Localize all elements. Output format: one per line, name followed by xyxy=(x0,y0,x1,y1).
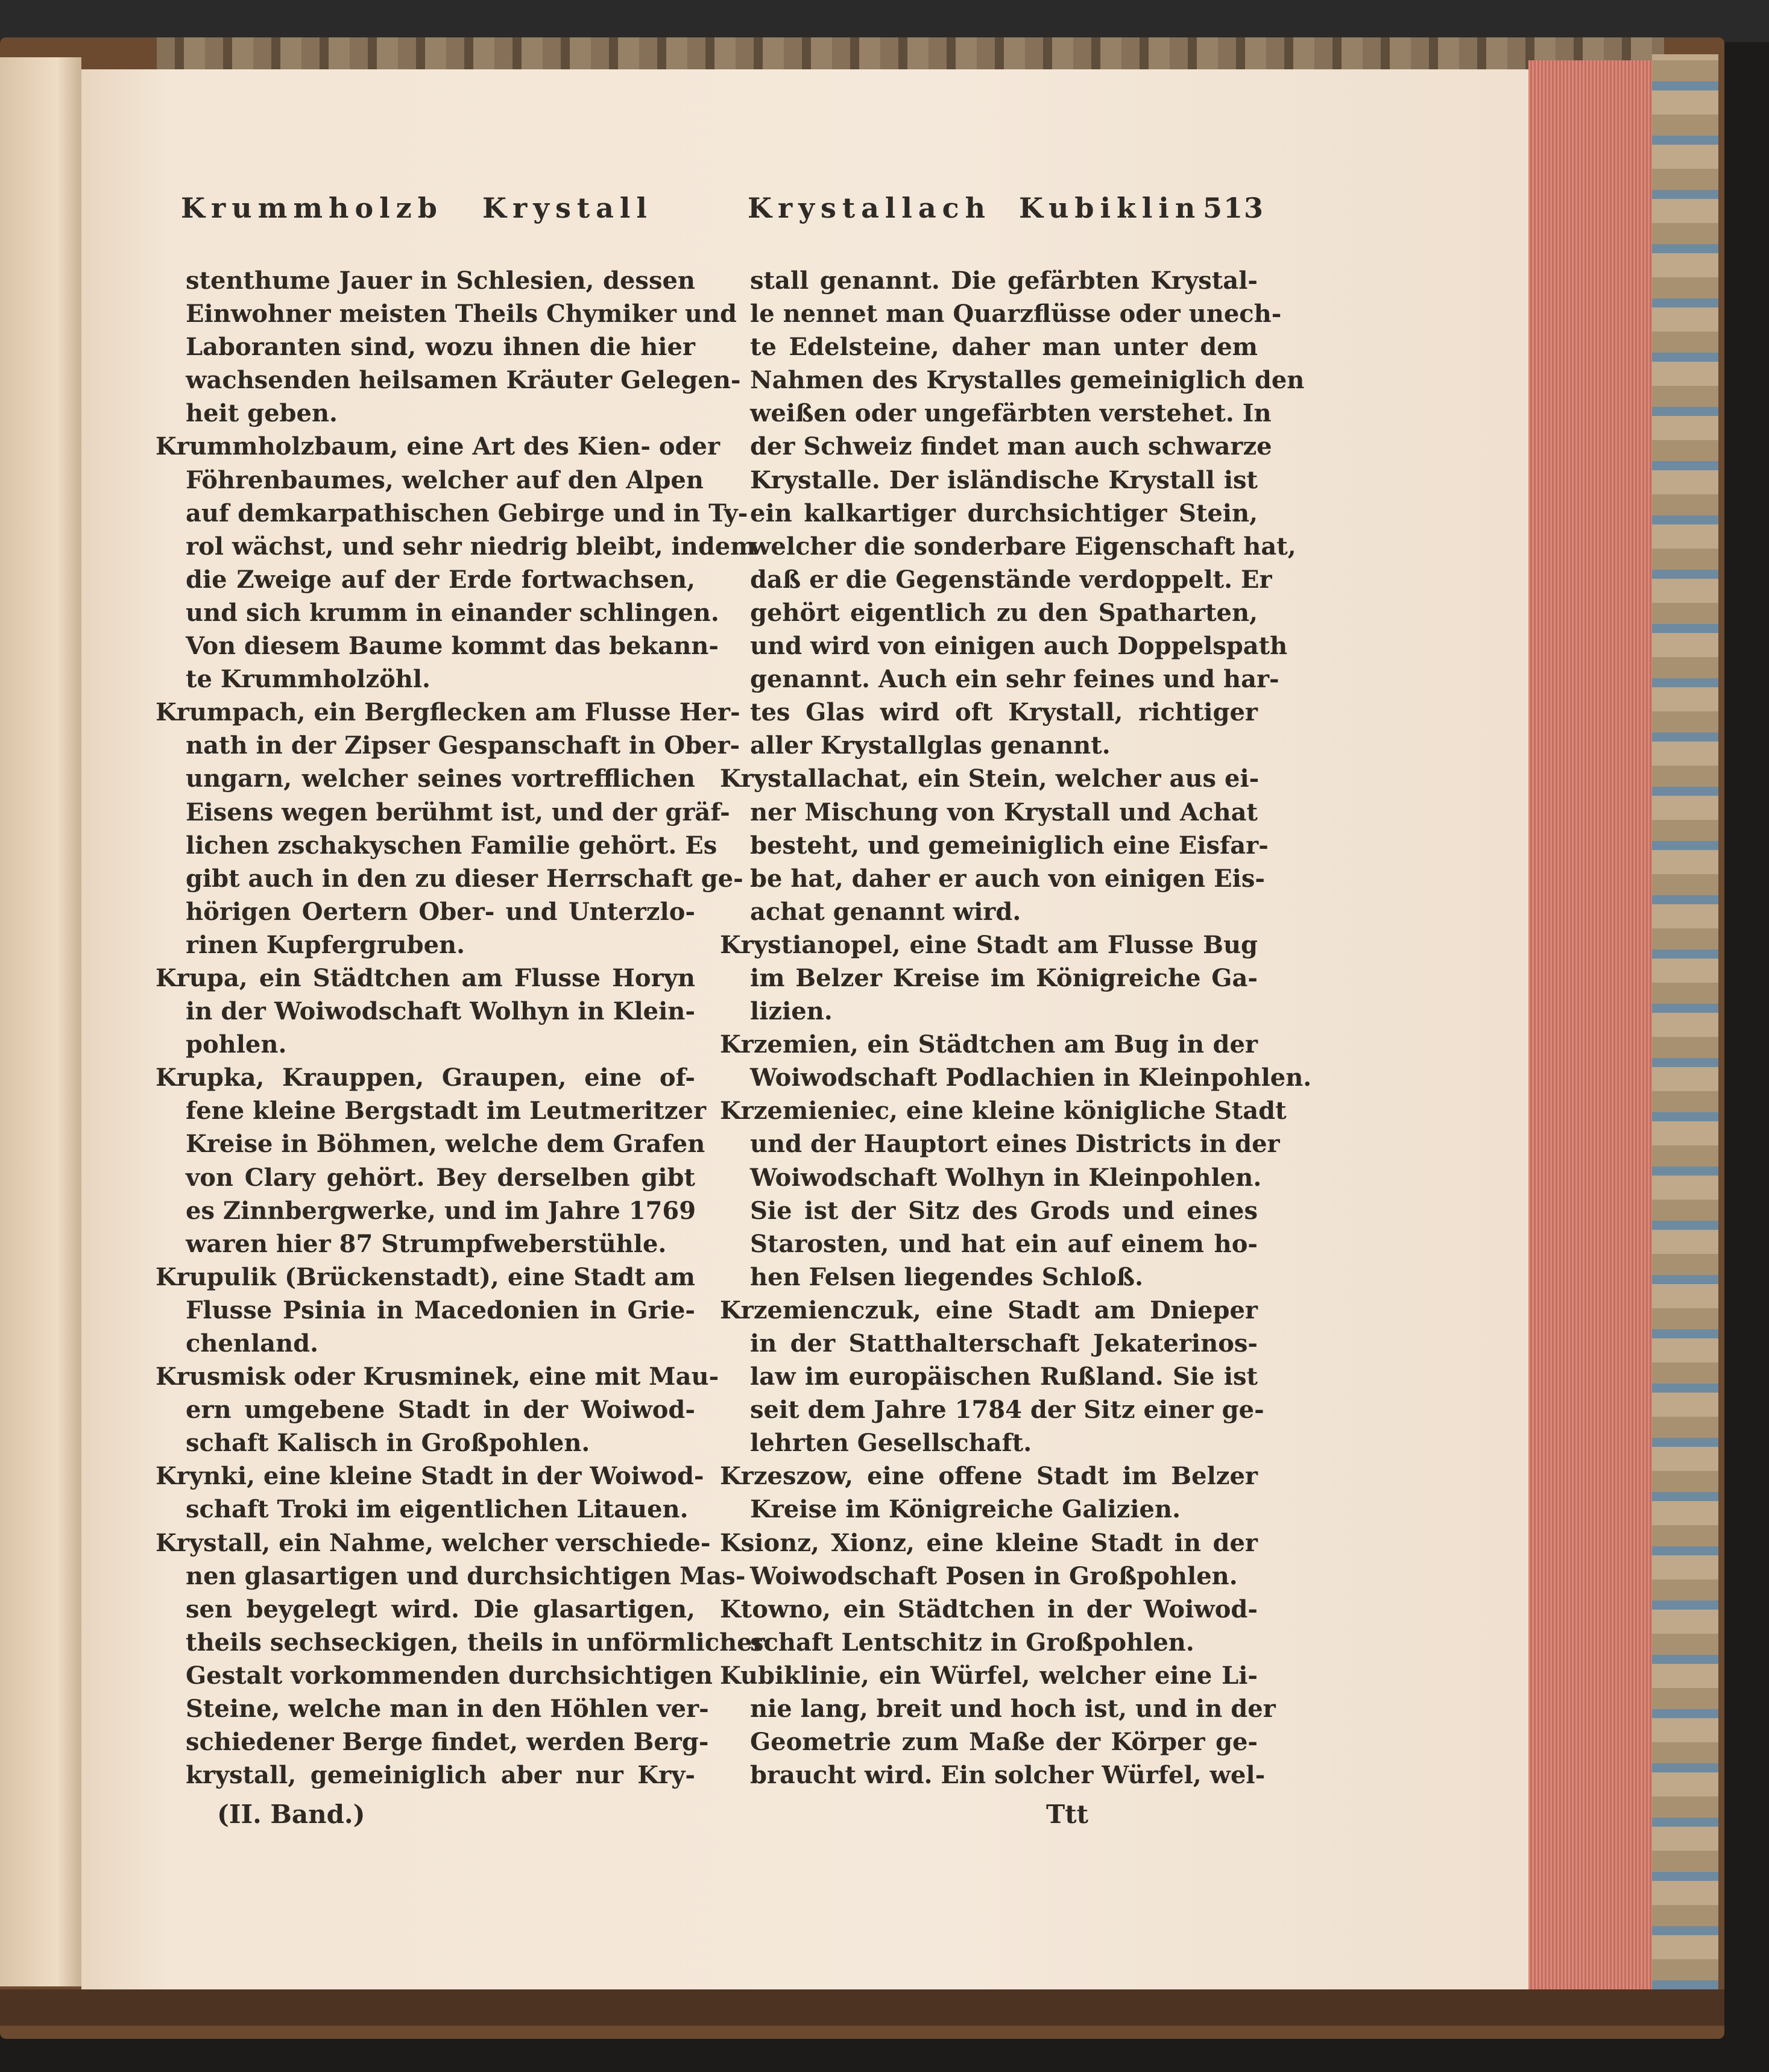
entry-text-line: schiedener Berge findet, werden Berg- xyxy=(186,1728,709,1757)
entry-text-line: Kreise in Böhmen, welche dem Grafen xyxy=(186,1130,705,1159)
entry-headline: Krystall, ein Nahme, welcher verschiede- xyxy=(156,1528,711,1557)
entry-text-line: Föhrenbaumes, welcher auf den Alpen xyxy=(186,465,704,494)
entry-text-line: Einwohner meisten Theils Chymiker und xyxy=(186,300,737,329)
dictionary-entry xyxy=(156,1526,765,1792)
entry-text-line: be hat, daher er auch von einigen Eis- xyxy=(750,864,1265,893)
entry-text-line: theils sechseckigen, theils in unförmlicher xyxy=(186,1628,765,1657)
entry-text-line: Sie ist der Sitz des Grods und eines xyxy=(750,1196,1258,1225)
entry-text-line: schaft Kalisch in Großpohlen. xyxy=(186,1429,590,1458)
entry-headline: Ktowno, ein Städtchen in der Woiwod- xyxy=(720,1595,1258,1623)
entry-headline: Krupka, Krauppen, Graupen, eine of- xyxy=(156,1063,695,1092)
entry-text-line: lizien. xyxy=(750,997,833,1026)
entry-text-line: nath in der Zipser Gespanschaft in Ober- xyxy=(186,731,740,760)
dictionary-entry xyxy=(720,928,1258,1028)
entry-text-line: pohlen. xyxy=(186,1030,287,1059)
entry-text-line: die Zweige auf der Erde fortwachsen, xyxy=(186,565,695,594)
entry-text-line: der Schweiz findet man auch schwarze xyxy=(750,432,1272,461)
running-head-right-first: Krystallach xyxy=(748,192,992,224)
right-text-column xyxy=(720,264,1312,1792)
facing-page-edge xyxy=(0,57,81,1986)
entry-headline: Krystallachat, ein Stein, welcher aus ei- xyxy=(720,764,1260,793)
entry-text-line: le nennet man Quarzflüsse oder unech- xyxy=(750,300,1282,329)
entry-text-line: Woiwodschaft Posen in Großpohlen. xyxy=(750,1561,1238,1590)
entry-text-line: in der Statthalterschaft Jekaterinos- xyxy=(750,1329,1258,1358)
running-head-left-first: Krummholzb xyxy=(181,192,443,224)
entry-headline: Krzemienczuk, eine Stadt am Dnieper xyxy=(720,1296,1258,1324)
entry-text-line: ner Mischung von Krystall und Achat xyxy=(750,798,1258,827)
entry-headline: Krummholzbaum, eine Art des Kien- oder xyxy=(156,432,721,461)
entry-text-line: sen beygelegt wird. Die glasartigen, xyxy=(186,1595,695,1623)
entry-text-line: gehört eigentlich zu den Spatharten, xyxy=(750,598,1258,627)
dictionary-entry xyxy=(720,1094,1287,1294)
entry-text-line: ein kalkartiger durchsichtiger Stein, xyxy=(750,499,1258,527)
entry-text-line: es Zinnbergwerke, und im Jahre 1769 xyxy=(186,1196,696,1225)
entry-text-line: Woiwodschaft Wolhyn in Kleinpohlen. xyxy=(750,1163,1262,1192)
dictionary-entry xyxy=(156,430,756,696)
dictionary-entry xyxy=(720,1593,1258,1659)
entry-text-line: Geometrie zum Maße der Körper ge- xyxy=(750,1728,1258,1757)
entry-text-line: lichen zschakyschen Familie gehört. Es xyxy=(186,831,717,860)
dictionary-entry xyxy=(156,696,743,962)
entry-text-line: rol wächst, und sehr niedrig bleibt, indem xyxy=(186,532,756,561)
entry-text-line: daß er die Gegenstände verdoppelt. Er xyxy=(750,565,1272,594)
entry-text-line: ern umgebene Stadt in der Woiwod- xyxy=(186,1396,695,1425)
entry-text-line: stall genannt. Die gefärbten Krystal- xyxy=(750,266,1258,295)
marbled-board-edge xyxy=(157,37,1664,74)
entry-text-line: hörigen Oertern Ober- und Unterzlo- xyxy=(186,897,695,926)
entry-headline: Krzemieniec, eine kleine königliche Stadt xyxy=(720,1097,1287,1126)
entry-text-line: in der Woiwodschaft Wolhyn in Klein- xyxy=(186,997,695,1026)
entry-text-line: hen Felsen liegendes Schloß. xyxy=(750,1262,1144,1291)
dictionary-entry xyxy=(720,1526,1258,1593)
dictionary-entry xyxy=(720,762,1269,928)
entry-text-line: Steine, welche man in den Höhlen ver- xyxy=(186,1695,709,1724)
entry-text-line: gibt auch in den zu dieser Herrschaft ge- xyxy=(186,864,743,893)
entry-text-line: krystall, gemeiniglich aber nur Kry- xyxy=(186,1761,695,1790)
dictionary-entry xyxy=(156,962,695,1061)
entry-text-line: Woiwodschaft Podlachien in Kleinpohlen. xyxy=(750,1063,1312,1092)
red-page-edges xyxy=(1528,60,1652,1989)
entry-headline: Krupulik (Brückenstadt), eine Stadt am xyxy=(156,1262,695,1291)
entry-text-line: schaft Troki im eigentlichen Litauen. xyxy=(186,1495,689,1524)
book-cover-bottom xyxy=(0,1989,1724,2026)
entry-text-line: besteht, und gemeiniglich eine Eisfar- xyxy=(750,831,1269,860)
entry-text-line: te Edelsteine, daher man unter dem xyxy=(750,333,1258,362)
dictionary-entry xyxy=(720,1294,1264,1460)
entry-text-line: weißen oder ungefärbten verstehet. In xyxy=(750,399,1272,428)
entry-text-line: und sich krumm in einander schlingen. xyxy=(186,598,719,627)
volume-signature: (II. Band.) xyxy=(217,1800,365,1829)
entry-headline: Krumpach, ein Bergflecken am Flusse Her- xyxy=(156,698,740,727)
entry-headline: Ksionz, Xionz, eine kleine Stadt in der xyxy=(720,1528,1258,1557)
dictionary-entry xyxy=(156,1061,707,1261)
entry-text-line: von Clary gehört. Bey derselben gibt xyxy=(186,1163,695,1192)
scan-background xyxy=(0,0,1769,42)
entry-text-line: genannt. Auch ein sehr feines und har- xyxy=(750,665,1279,694)
entry-text-line: braucht wird. Ein solcher Würfel, wel- xyxy=(750,1761,1266,1790)
dictionary-entry xyxy=(156,1460,704,1526)
dictionary-entry xyxy=(720,1460,1258,1526)
entry-text-line: Krystalle. Der isländische Krystall ist xyxy=(750,465,1258,494)
entry-text-line: Eisens wegen berühmt ist, und der gräf- xyxy=(186,798,730,827)
entry-text-line: Flusse Psinia in Macedonien in Grie- xyxy=(186,1296,695,1324)
dictionary-entry xyxy=(720,1659,1276,1792)
entry-text-line: seit dem Jahre 1784 der Sitz einer ge- xyxy=(750,1396,1264,1425)
entry-text-line: im Belzer Kreise im Königreiche Ga- xyxy=(750,963,1258,992)
entry-text-line: law im europäischen Rußland. Sie ist xyxy=(750,1362,1258,1391)
dictionary-entry xyxy=(156,1360,719,1460)
left-text-column xyxy=(156,264,765,1792)
sheet-signature: Ttt xyxy=(1046,1800,1089,1829)
entry-text-line: chenland. xyxy=(186,1329,319,1358)
entry-headline: Krzemien, ein Städtchen am Bug in der xyxy=(720,1030,1258,1059)
entry-text-line: auf demkarpathischen Gebirge und in Ty- xyxy=(186,499,748,527)
running-head-left-second: Krystall xyxy=(482,192,653,224)
entry-text-line: lehrten Gesellschaft. xyxy=(750,1429,1032,1458)
marbled-cover-edge xyxy=(1652,54,1718,2014)
entry-text-line: Von diesem Baume kommt das bekann- xyxy=(186,632,719,661)
entry-text-line: ungarn, welcher seines vortrefflichen xyxy=(186,764,695,793)
entry-text-line: heit geben. xyxy=(186,399,338,428)
entry-text-line: tes Glas wird oft Krystall, richtiger xyxy=(750,698,1258,727)
entry-text-line: te Krummholzöhl. xyxy=(186,665,430,694)
running-head-right-second: Kubiklin xyxy=(1019,192,1202,224)
entry-text-line: Kreise im Königreiche Galizien. xyxy=(750,1495,1181,1524)
entry-headline: Krystianopel, eine Stadt am Flusse Bug xyxy=(720,930,1258,959)
entry-text-line: stenthume Jauer in Schlesien, dessen xyxy=(186,266,695,295)
entry-text-line: Laboranten sind, wozu ihnen die hier xyxy=(186,333,695,362)
dictionary-entry xyxy=(156,1261,695,1360)
entry-text-line: Starosten, und hat ein auf einem ho- xyxy=(750,1229,1258,1258)
entry-text-line: waren hier 87 Strumpfweberstühle. xyxy=(186,1229,667,1258)
entry-headline: Kubiklinie, ein Würfel, welcher eine Li- xyxy=(720,1661,1258,1690)
entry-text-line: achat genannt wird. xyxy=(750,897,1021,926)
entry-headline: Krusmisk oder Krusminek, eine mit Mau- xyxy=(156,1362,719,1391)
entry-text-line: nie lang, breit und hoch ist, und in der xyxy=(750,1695,1276,1724)
entry-text-line: und wird von einigen auch Doppelspath xyxy=(750,632,1288,661)
entry-text-line: fene kleine Bergstadt im Leutmeritzer xyxy=(186,1097,707,1126)
entry-text-line: und der Hauptort eines Districts in der xyxy=(750,1130,1280,1159)
entry-text-line: Gestalt vorkommenden durchsichtigen xyxy=(186,1661,713,1690)
entry-headline: Krynki, eine kleine Stadt in der Woiwod- xyxy=(156,1462,704,1491)
entry-text-line: nen glasartigen und durchsichtigen Mas- xyxy=(186,1561,746,1590)
entry-headline: Krupa, ein Städtchen am Flusse Horyn xyxy=(156,963,695,992)
page-number: 513 xyxy=(1203,192,1265,224)
dictionary-entry xyxy=(720,264,1305,762)
dictionary-entry xyxy=(156,264,741,430)
entry-text-line: aller Krystallglas genannt. xyxy=(750,731,1111,760)
entry-text-line: Nahmen des Krystalles gemeiniglich den xyxy=(750,366,1305,395)
dictionary-entry xyxy=(720,1028,1312,1094)
entry-text-line: wachsenden heilsamen Kräuter Gelegen- xyxy=(186,366,741,395)
entry-text-line: welcher die sonderbare Eigenschaft hat, xyxy=(750,532,1296,561)
entry-headline: Krzeszow, eine offene Stadt im Belzer xyxy=(720,1462,1258,1491)
entry-text-line: rinen Kupfergruben. xyxy=(186,930,465,959)
entry-text-line: schaft Lentschitz in Großpohlen. xyxy=(750,1628,1194,1657)
